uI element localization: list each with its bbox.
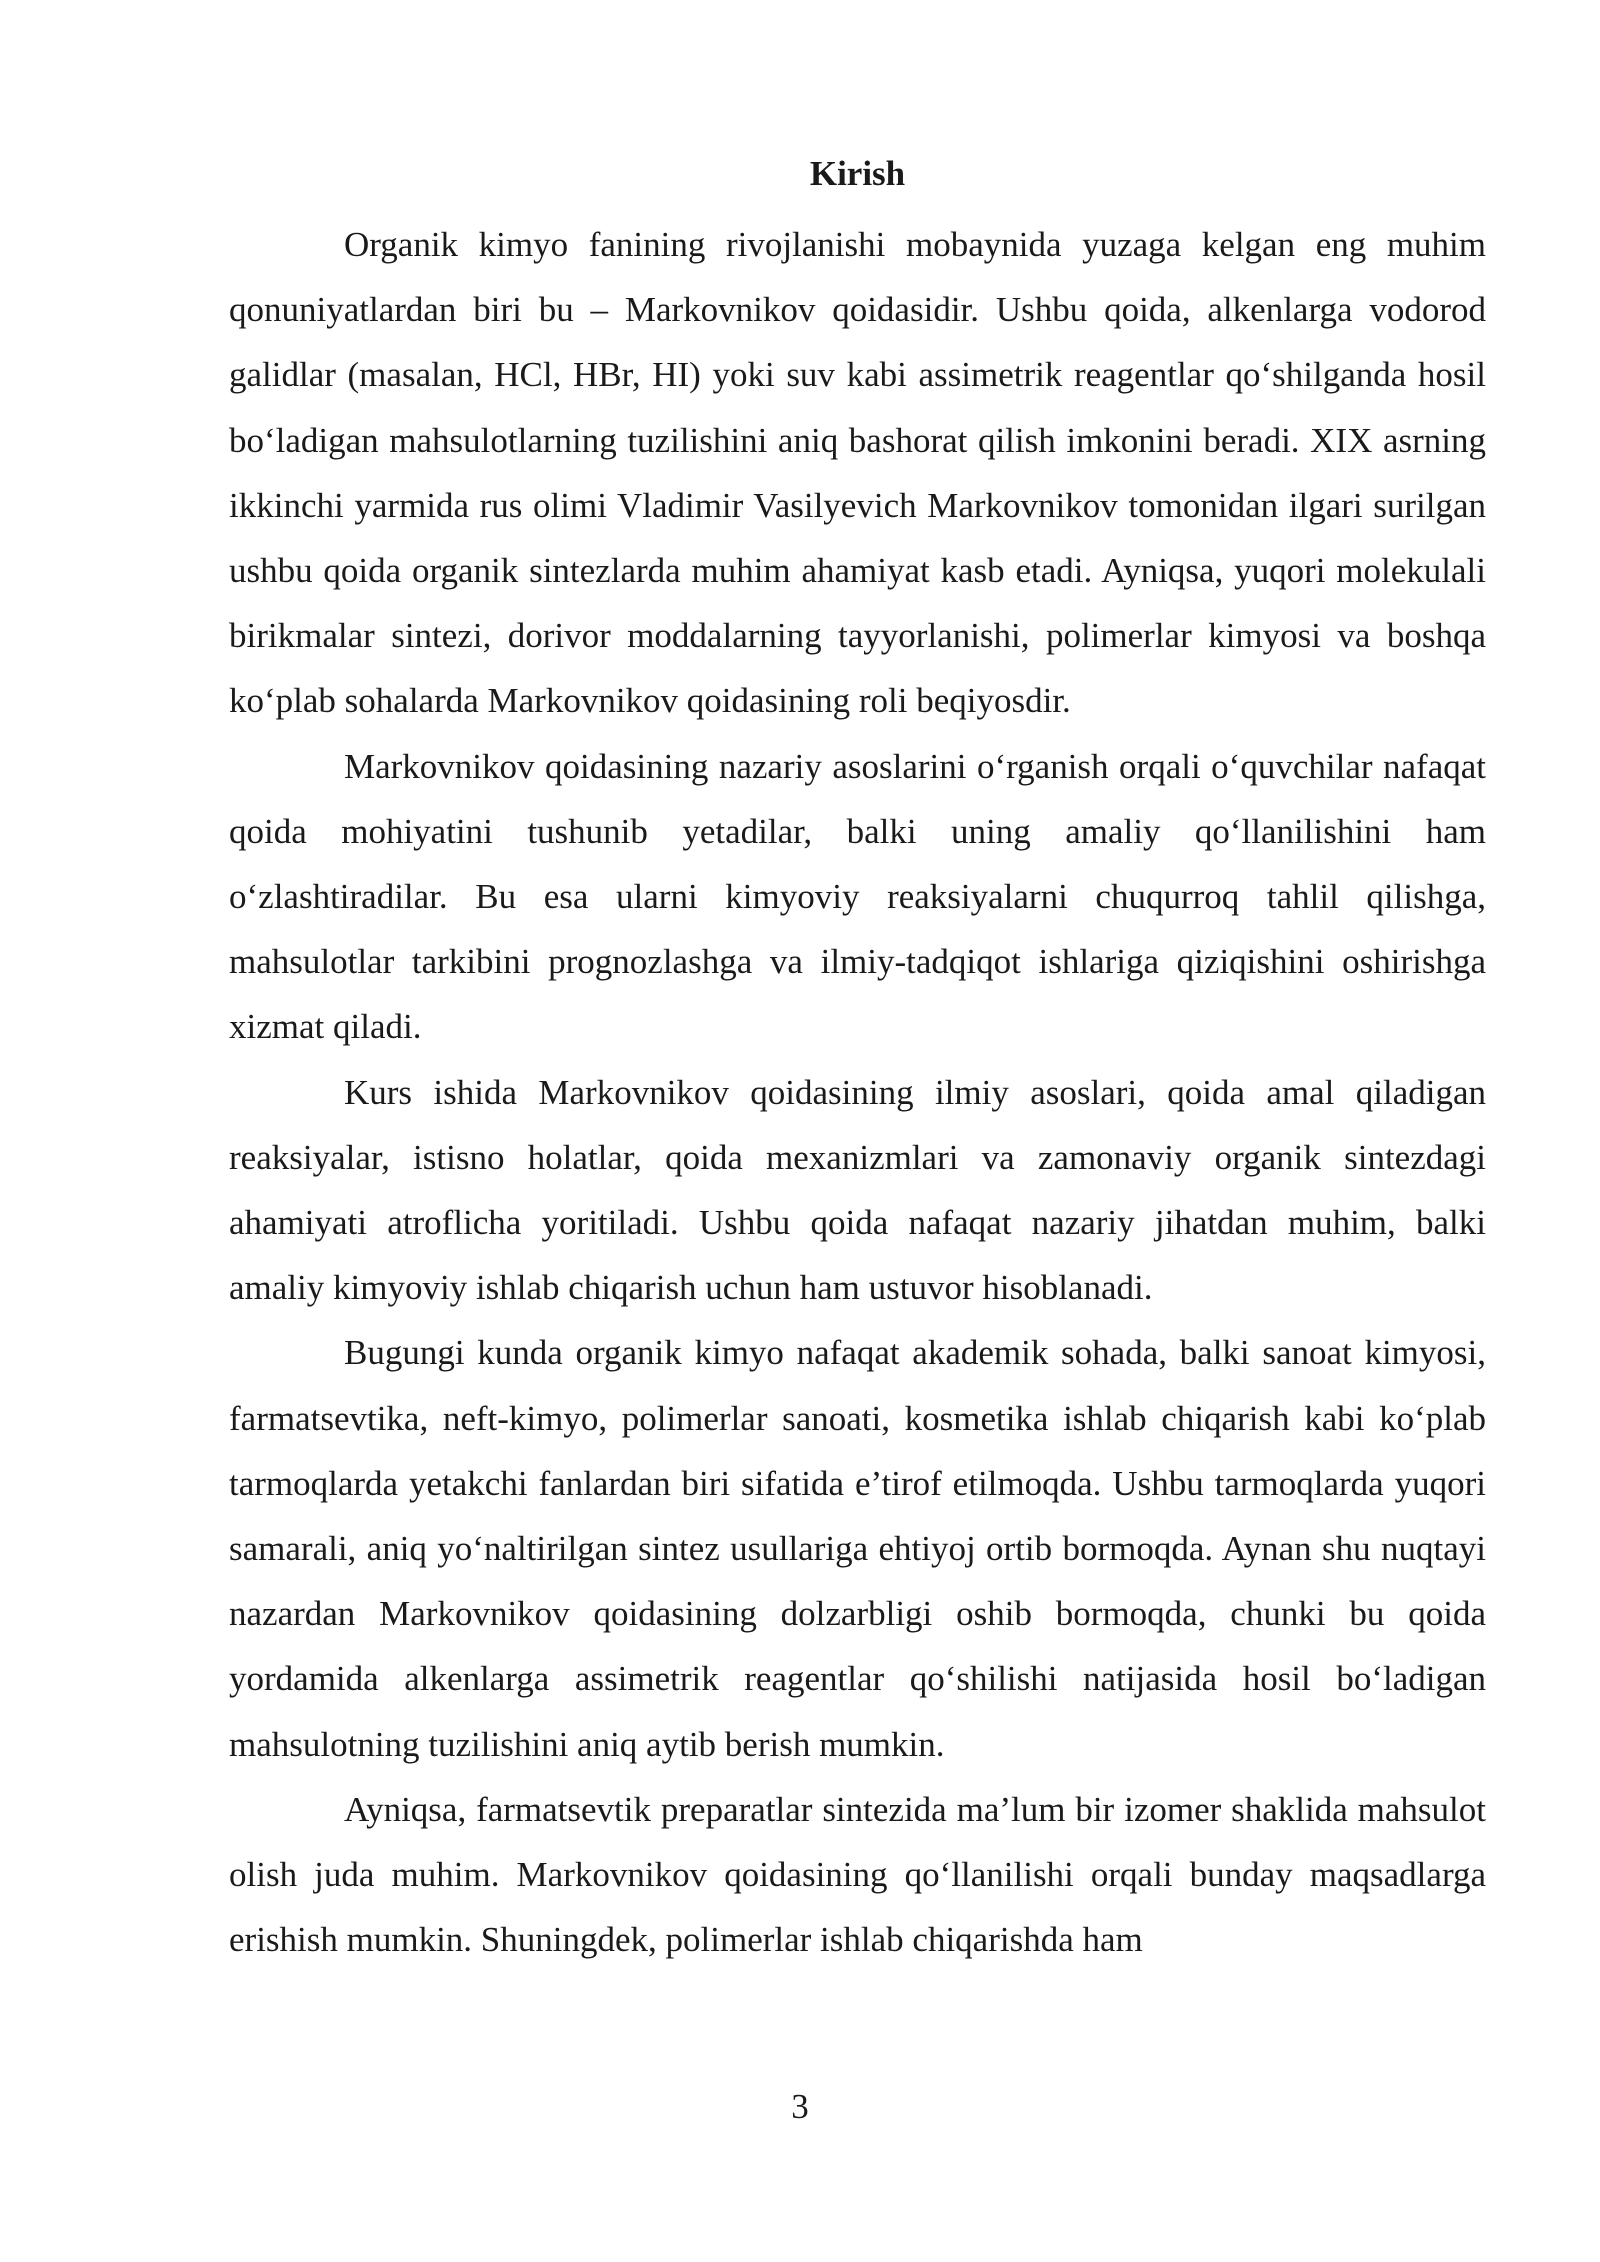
page-content — [229, 148, 1486, 1972]
paragraph-pharma: Ayniqsa, farmatsevtik preparatlar sintezida ma’lum bir izomer shaklida mahsulot olish juda muhim. Markovnikov qoidasining qo‘llanilishi orqali bunday maqsadlarga erishish mumkin. Shuningdek, polimerlar ishlab chiqarishda ham — [229, 1789, 1486, 1960]
paragraph-industry: Bugungi kunda organik kimyo nafaqat akademik sohada, balki sanoat kimyosi, farmatsevtika, neft-kimyo, polimerlar sanoati, kosmetika ishlab chiqarish kabi ko‘plab tarmoqlarda yetakchi fanlardan biri sifatida e’tirof etilmoqda. Ushbu tarmoqlarda yuqori samarali, aniq yo‘naltirilgan sintez usullariga ehtiyoj ortib bormoqda. Aynan shu nuqtayi nazardan Markovnikov qoidasining dolzarbligi oshib bormoqda, chunki bu qoida yordamida alkenlarga assimetrik reagentlar qo‘shilishi natijasida hosil bo‘ladigan mahsulotning tuzilishini aniq aytib berish mumkin. — [229, 1333, 1486, 1764]
page-number: 3 — [791, 2087, 809, 2126]
paragraph-theory: Markovnikov qoidasining nazariy asoslarini o‘rganish orqali o‘quvchilar nafaqat qoida mohiyatini tushunib yetadilar, balki uning amaliy qo‘llanilishini ham o‘zlashtiradilar. Bu esa ularni kimyoviy reaksiyalarni chuqurroq tahlil qilishga, mahsulotlar tarkibini prognozlashga va ilmiy-tadqiqot ishlariga qiziqishini oshirishga xizmat qiladi. — [229, 746, 1486, 1047]
paragraph-intro: Organik kimyo fanining rivojlanishi mobaynida yuzaga kelgan eng muhim qonuniyatlardan biri bu – Markovnikov qoidasidir. Ushbu qoida, alkenlarga vodorod galidlar (masalan, HCl, HBr, HI) yoki suv kabi assimetrik reagentlar qo‘shilganda hosil bo‘ladigan mahsulotlarning tuzilishini aniq bashorat qilish imkonini beradi. XIX asrning ikkinchi yarmida rus olimi Vladimir Vasilyevich Markovnikov tomonidan ilgari surilgan ushbu qoida organik sintezlarda muhim ahamiyat kasb etadi. Ayniqsa, yuqori molekulali birikmalar sintezi, dorivor moddalarning tayyorlanishi, polimerlar kimyosi va boshqa ko‘plab sohalarda Markovnikov qoidasining roli beqiyosdir. — [229, 225, 1486, 721]
section-title: Kirish — [809, 154, 906, 193]
paragraph-course-work: Kurs ishida Markovnikov qoidasining ilmiy asoslari, qoida amal qiladigan reaksiyalar, istisno holatlar, qoida mexanizmlari va zamonaviy organik sintezdagi ahamiyati atroflicha yoritiladi. Ushbu qoida nafaqat nazariy jihatdan muhim, balki amaliy kimyoviy ishlab chiqarish uchun ham ustuvor hisoblanadi. — [229, 1072, 1486, 1308]
